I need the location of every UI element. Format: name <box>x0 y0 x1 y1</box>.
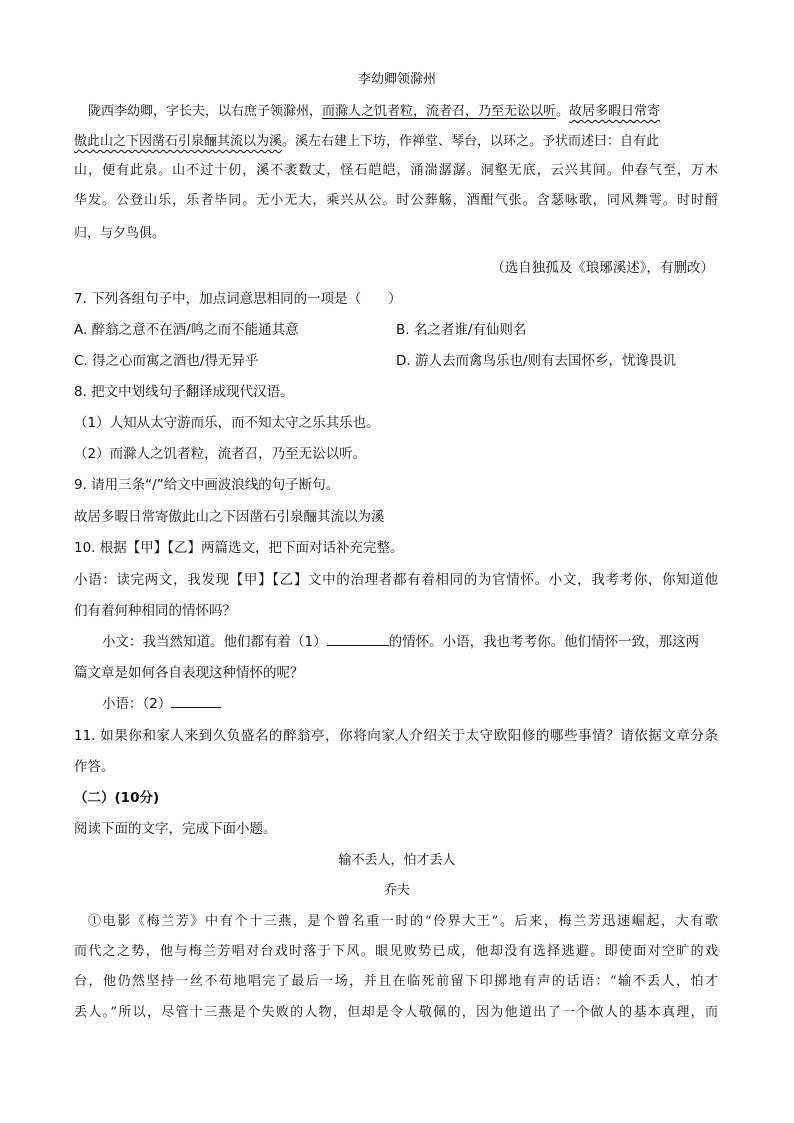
answer-blank-1[interactable] <box>327 633 389 646</box>
wavy-sentence-part-2: 傲此山之下因凿石引泉酾其流以为溪 <box>74 134 283 149</box>
dialogue-text: 的情怀。小语，我也考考你。他们情怀一致，那这两 <box>388 634 700 650</box>
question-8-part-1: （1）人知从太守游而乐，而不知太守之乐其乐也。 <box>74 415 380 431</box>
question-8: 8. 把文中划线句子翻译成现代汉语。 <box>74 384 294 400</box>
section-heading: （二）(10分) <box>74 790 160 806</box>
question-7: 7. 下列各组句子中，加点词意思相同的一项是（ ） <box>74 291 402 307</box>
dialogue-line-4: 篇文章是如何各自表现这种情怀的呢？ <box>74 665 304 681</box>
punctuation: 。 <box>556 104 570 119</box>
answer-blank-2[interactable] <box>171 695 221 708</box>
question-9: 9. 请用三条“/”给文中画波浪线的句子断句。 <box>74 477 340 493</box>
option-c: C. 得之心而寓之酒也/得无异乎 <box>74 353 259 369</box>
dialogue-line-5 <box>102 692 221 712</box>
article-title: 输不丢人，怕才丢人 <box>338 853 456 868</box>
article-author: 乔夫 <box>383 883 410 898</box>
question-8-part-2: （2）而滁人之饥者粒，流者召，乃至无讼以听。 <box>74 446 367 462</box>
passage-source: （选自独孤及《琅琊溪述》，有删改） <box>491 260 714 276</box>
dialogue-text: 小文：我当然知道。他们都有着（1） <box>102 634 327 650</box>
dialogue-line-2: 们有着何种相同的情怀吗？ <box>74 603 236 619</box>
dialogue-line-3 <box>102 630 699 650</box>
option-b: B. 名之者谁/有仙则名 <box>396 322 527 338</box>
question-11-line-2: 作答。 <box>74 759 115 775</box>
section-instruction: 阅读下面的文字，完成下面小题。 <box>74 821 277 837</box>
option-d: D. 游人去而禽鸟乐也/则有去国怀乡，忧谗畏讥 <box>396 353 677 369</box>
passage-line-1 <box>88 100 718 119</box>
article-line-4: 丢人。”所以，尽管十三燕是个失败的人物，但却是令人敬佩的，因为他道出了一个做人的基本真理，而 <box>74 1005 718 1020</box>
passage-text: 陇西李幼卿，字长夫，以右庶子领滁州， <box>88 104 323 119</box>
question-11-line-1: 11. 如果你和家人来到久负盛名的醉翁亭，你将向家人介绍关于太守欧阳修的哪些事情？请依据文章分条 <box>74 728 718 744</box>
article-line-2: 而代之之势，他与梅兰芳唱对台戏时落于下风。眼见败势已成，他却没有选择逃避。即使面对空旷的戏 <box>74 944 718 959</box>
article-line-1: ①电影《梅兰芳》中有个十三燕，是个曾名重一时的“伶界大王”。后来，梅兰芳迅速崛起，大有歌 <box>88 914 718 929</box>
question-9-text: 故居多暇日常寄傲此山之下因凿石引泉酾其流以为溪 <box>74 509 385 525</box>
article-line-3: 台，他仍然坚持一丝不苟地唱完了最后一场，并且在临死前留下印掷地有声的话语：“输不丢人，怕才 <box>74 974 718 989</box>
passage-line-3: 山，便有此泉。山不过十仞，溪不袤数丈，怪石皑皑，涌湍潺潺。洞壑无底，云兴其间。仲春气至，万木 <box>74 163 718 178</box>
wavy-sentence-part-1: 故居多暇日常寄 <box>569 104 661 119</box>
option-a: A. 醉翁之意不在酒/鸣之而不能通其意 <box>74 322 299 338</box>
underlined-sentence: 而滁人之饥者粒，流者召，乃至无讼以听 <box>322 104 557 119</box>
passage-line-2 <box>74 130 718 149</box>
dialogue-line-1: 小语：读完两文，我发现【甲】【乙】文中的治理者都有着相同的为官情怀。小文，我考考你，你知道他 <box>74 572 718 588</box>
question-10: 10. 根据【甲】【乙】两篇选文，把下面对话补充完整。 <box>74 540 404 556</box>
passage-line-5: 归，与夕鸟俱。 <box>74 226 166 241</box>
passage-text: 。溪左右建上下坊，作禅堂、琴台，以环之。予状而述曰：自有此 <box>282 134 660 149</box>
dialogue-text: 小语：（2） <box>102 696 172 712</box>
passage-title: 李幼卿领滁州 <box>357 72 436 87</box>
passage-line-4: 华发。公登山乐，乐者毕同。无小无大，乘兴从公。时公葬觞，酒酣气张。含瑟咏歌，同风舞雩。时时酹 <box>74 193 718 208</box>
